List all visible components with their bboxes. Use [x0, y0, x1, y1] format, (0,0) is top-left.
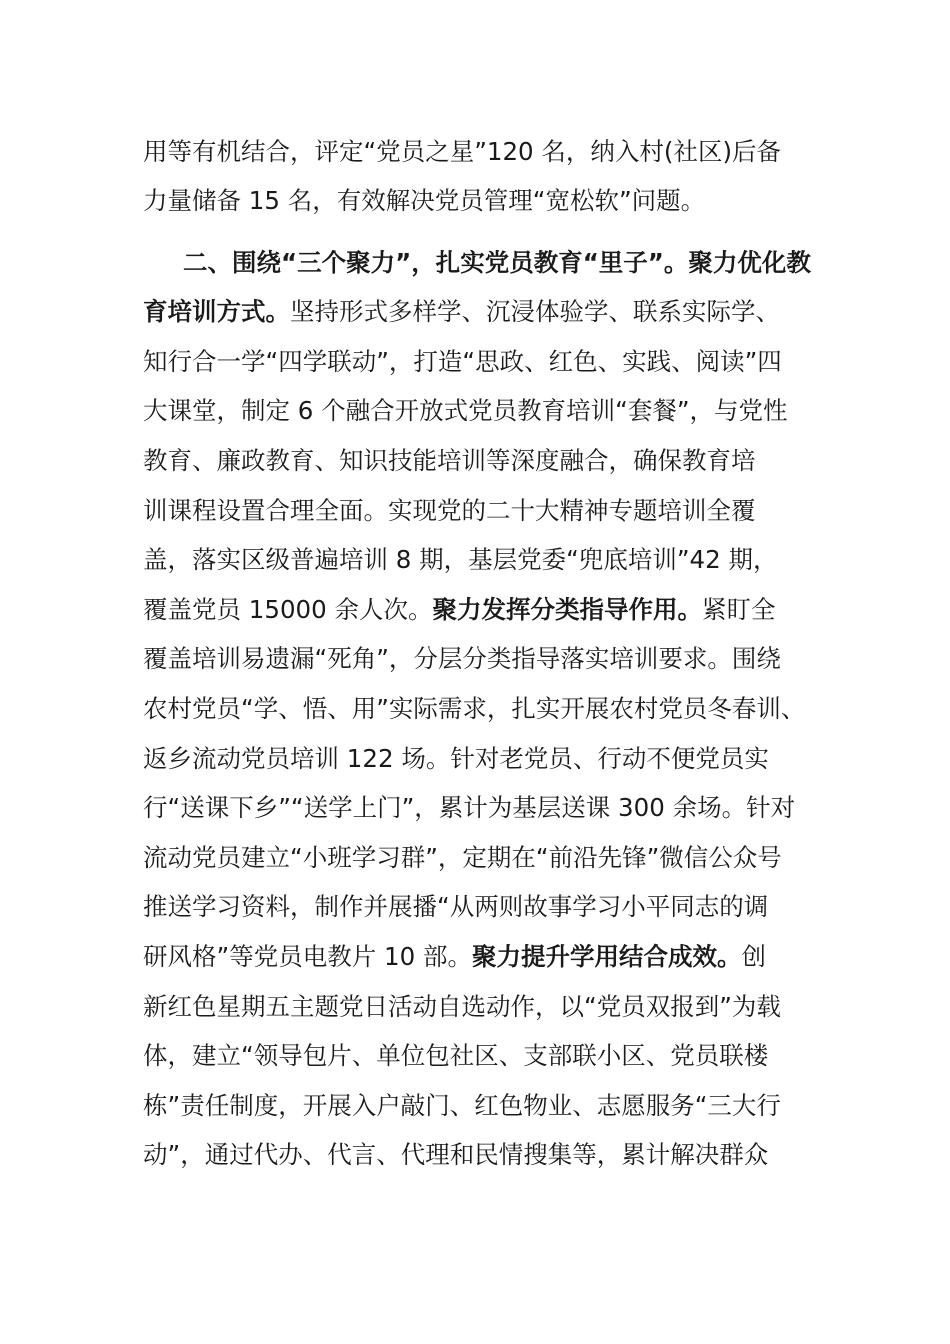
- text-run: 研风格”等党员电教片 10 部。: [143, 942, 472, 971]
- section-heading: 二、围绕“三个聚力”，扎实党员教育“里子”。聚力优化教: [183, 248, 811, 277]
- text-run: 紧盯全: [702, 595, 776, 624]
- text-run: 大课堂，制定 6 个融合开放式党员教育培训“套餐”，与党性: [143, 396, 788, 425]
- text-run: 覆盖党员 15000 余人次。: [143, 595, 433, 624]
- text-line-21: [143, 1130, 833, 1180]
- bold-run: 聚力发挥分类指导作用。: [432, 595, 703, 624]
- text-line-15: [143, 833, 833, 883]
- text-line-16: [143, 882, 833, 932]
- text-line-8: [143, 486, 833, 536]
- text-run: 动”，通过代办、代言、代理和民情搜集等，累计解决群众: [143, 1140, 769, 1169]
- text-line-9: [143, 535, 833, 585]
- text-run: 教育、廉政教育、知识技能培训等深度融合，确保教育培: [143, 446, 756, 475]
- text-run: 用等有机结合，评定“党员之星”120 名，纳入村(社区)后备: [143, 137, 782, 166]
- text-line-4: [143, 287, 833, 337]
- text-line-12: [143, 684, 833, 734]
- text-run: 返乡流动党员培训 122 场。针对老党员、行动不便党员实: [143, 744, 769, 773]
- text-line-7: [143, 436, 833, 486]
- text-run: 农村党员“学、悟、用”实际需求，扎实开展农村党员冬春训、: [143, 694, 806, 723]
- text-line-14: [143, 783, 833, 833]
- text-run: 盖，落实区级普遍培训 8 期，基层党委“兜底培训”42 期，: [143, 545, 778, 574]
- text-line-11: [143, 634, 833, 684]
- text-line-17: [143, 932, 833, 982]
- text-run: 新红色星期五主题党日活动自选动作，以“党员双报到”为载: [143, 992, 781, 1021]
- text-line-1: [143, 127, 833, 177]
- text-run: 体，建立“领导包片、单位包社区、支部联小区、党员联楼: [143, 1041, 769, 1070]
- text-run: 推送学习资料，制作并展播“从两则故事学习小平同志的调: [143, 892, 769, 921]
- text-line-10: [143, 585, 833, 635]
- text-run: 行“送课下乡”“送学上门”，累计为基层送课 300 余场。针对: [143, 793, 796, 822]
- text-run: 流动党员建立“小班学习群”，定期在“前沿先锋”微信公众号: [143, 843, 782, 872]
- text-run: 栋”责任制度，开展入户敲门、红色物业、志愿服务“三大行: [143, 1091, 781, 1120]
- text-line-2: [143, 176, 833, 226]
- text-run: 创: [741, 942, 766, 971]
- text-line-13: [143, 734, 833, 784]
- text-line-5: [143, 337, 833, 387]
- text-run: 覆盖培训易遗漏“死角”，分层分类指导落实培训要求。围绕: [143, 644, 781, 673]
- text-line-18: [143, 982, 833, 1032]
- bold-run: 育培训方式。: [143, 297, 290, 326]
- text-run: 知行合一学“四学联动”，打造“思政、红色、实践、阅读”四: [143, 347, 782, 376]
- text-line-6: [143, 386, 833, 436]
- bold-run: 聚力提升学用结合成效。: [471, 942, 742, 971]
- text-run: 训课程设置合理全面。实现党的二十大精神专题培训全覆: [143, 496, 756, 525]
- text-line-19: [143, 1031, 833, 1081]
- text-line-3: [183, 238, 873, 288]
- text-line-20: [143, 1081, 833, 1131]
- text-run: 坚持形式多样学、沉浸体验学、联系实际学、: [290, 297, 780, 326]
- text-run: 力量储备 15 名，有效解决党员管理“宽松软”问题。: [143, 186, 706, 215]
